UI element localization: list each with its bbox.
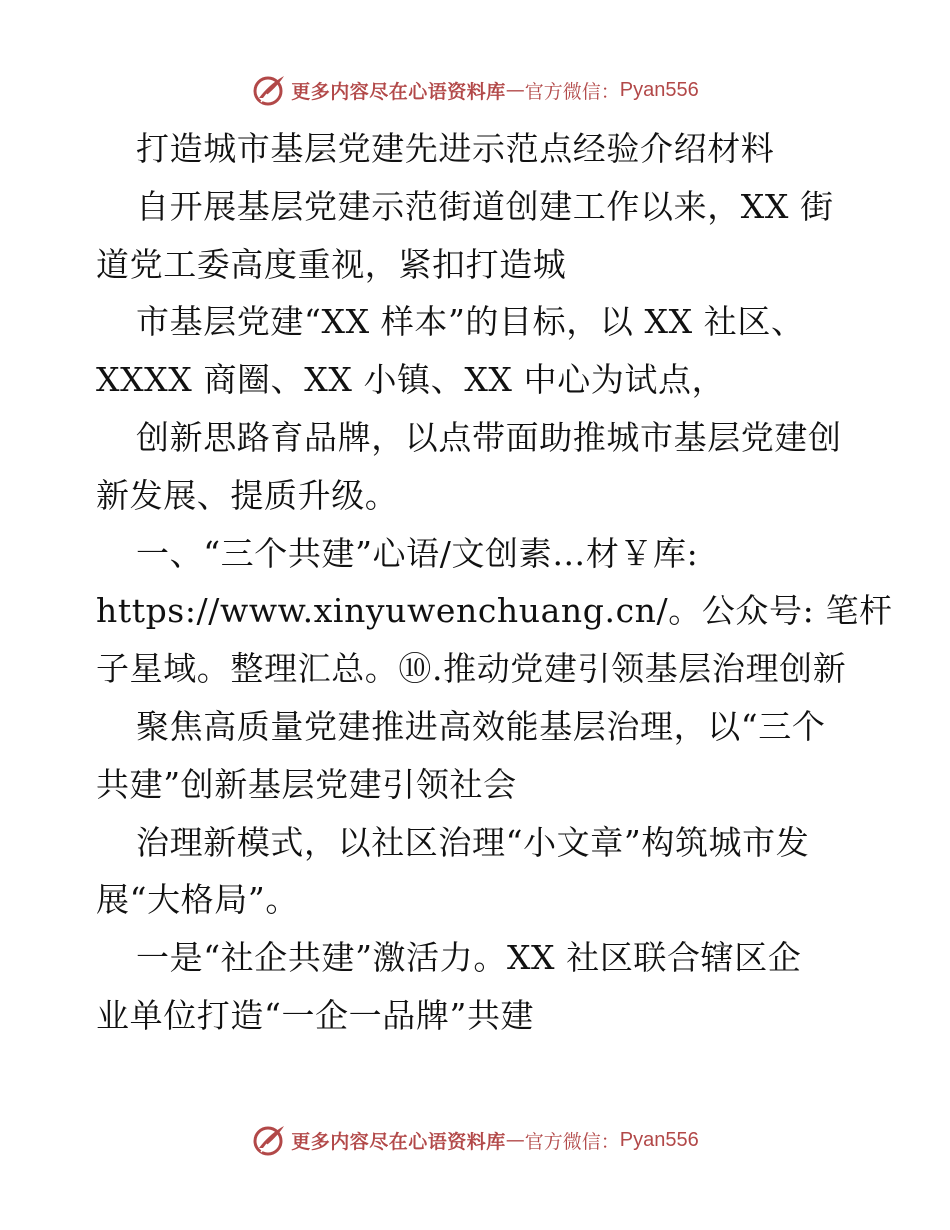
document-title: 打造城市基层党建先进示范点经验介绍材料 [136,129,775,168]
feather-pen-logo-icon [251,1122,287,1158]
paragraph-line: 新发展、提质升级。 [96,475,399,515]
section-heading: 一、“三个共建”心语/文创素…材￥库: [136,533,699,573]
paragraph-line: 聚焦高质量党建推进高效能基层治理，以“三个 [136,706,826,746]
paragraph-line: 治理新模式，以社区治理“小文章”构筑城市发 [136,822,810,862]
banner-text: 更多内容尽在心语资料库 [291,80,506,103]
paragraph-line: XXXX 商圈、XX 小镇、XX 中心为试点， [96,360,726,400]
wechat-id: Pyan556 [619,1128,699,1151]
paragraph-line: 市基层党建“XX 样本”的目标，以 XX 社区、 [136,302,805,342]
paragraph-line: 共建”创新基层党建引领社会 [96,764,517,804]
paragraph-line: https://www.xinyuwenchuang.cn/。公众号: 笔杆 [96,591,893,631]
paragraph-line: 展“大格局”。 [96,880,299,920]
header-banner [0,70,950,110]
banner-dash: — [505,1129,525,1151]
wechat-label: 官方微信： [524,1130,620,1153]
feather-pen-logo-icon [251,72,287,108]
paragraph-line: 自开展基层党建示范街道创建工作以来，XX 街 [136,186,834,226]
paragraph-line: 子星域。整理汇总。⑩.推动党建引领基层治理创新 [96,649,847,689]
paragraph-line: 创新思路育品牌，以点带面助推城市基层党建创 [136,417,842,457]
paragraph-line: 业单位打造“一企一品牌”共建 [96,995,535,1035]
paragraph-line: 道党工委高度重视，紧扣打造城 [96,244,567,284]
banner-text: 更多内容尽在心语资料库 [291,1130,506,1153]
paragraph-line: 一是“社企共建”激活力。XX 社区联合辖区企 [136,938,802,978]
document-body [96,120,893,1045]
footer-banner [0,1120,950,1160]
banner-dash: — [505,79,525,101]
wechat-id: Pyan556 [619,78,699,101]
wechat-label: 官方微信： [524,80,620,103]
